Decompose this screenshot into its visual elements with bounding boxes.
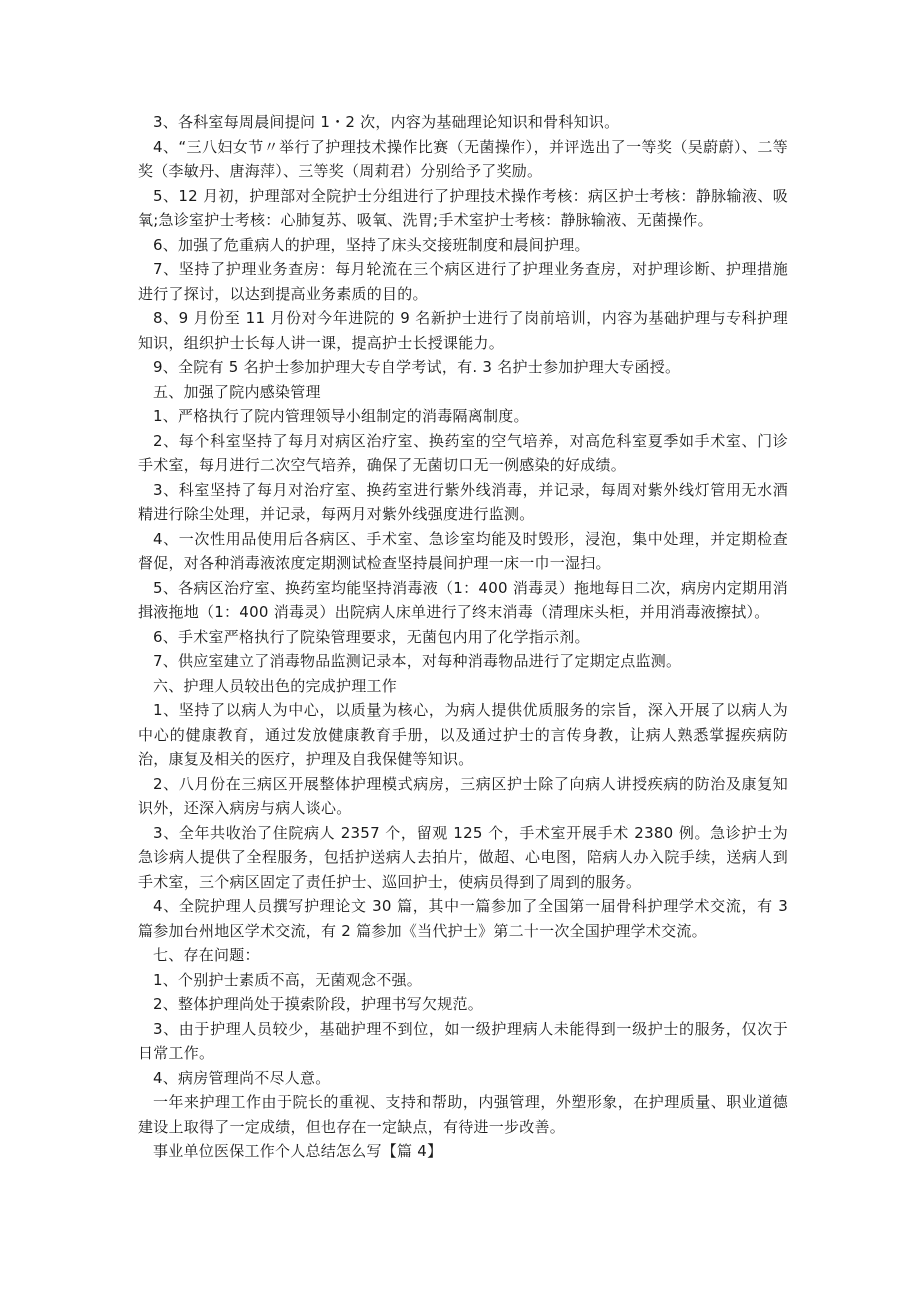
- paragraph: 9、全院有 5 名护士参加护理大专自学考试，有. 3 名护士参加护理大专函授。: [153, 358, 681, 376]
- paragraph: 5、各病区治疗室、换药室均能坚持消毒液（1：400 消毒灵）拖地每日二次，病房内定期用消揖液拖地（1：400 消毒灵）出院病人床单进行了终末消毒（清理床头柜，并用消毒液擦拭）。: [138, 578, 788, 621]
- paragraph: 1、坚持了以病人为中心，以质量为核心，为病人提供优质服务的宗旨，深入开展了以病人为中心的健康教育，通过发放健康教育手册，以及通过护士的言传身教，让病人熟悉掌握疾病防治，康复及相关的医疗，护理及自我保健等知识。: [138, 701, 788, 768]
- paragraph: 4、病房管理尚不尽人意。: [153, 1068, 331, 1087]
- paragraph: 6、手术室严格执行了院染管理要求，无菌包内用了化学指示剂。: [153, 627, 590, 646]
- paragraph: 2、每个科室坚持了每月对病区治疗室、换药室的空气培养，对高危科室夏季如手术室、门诊手术室，每月进行二次空气培养，确保了无菌切口无一例感染的好成绩。: [138, 431, 788, 474]
- paragraph: 5、12 月初，护理部对全院护士分组进行了护理技术操作考核：病区护士考核：静脉输液、吸氧;急诊室护士考核：心肺复苏、吸氧、洗胃;手术室护士考核：静脉输液、无菌操作。: [138, 186, 788, 229]
- section-heading: 五、加强了院内感染管理: [153, 382, 321, 401]
- paragraph: 4、全院护理人员撰写护理论文 30 篇，其中一篇参加了全国第一届骨科护理学术交流，有 3 篇参加台州地区学术交流，有 2 篇参加《当代护士》第二十一次全国护理学术交流。: [138, 897, 788, 940]
- paragraph: 8、9 月份至 11 月份对今年进院的 9 名新护士进行了岗前培训，内容为基础护理与专科护理知识，组织护士长每人讲一课，提高护士长授课能力。: [138, 309, 788, 352]
- paragraph: 7、坚持了护理业务查房：每月轮流在三个病区进行了护理业务查房，对护理诊断、护理措施进行了探讨，以达到提高业务素质的目的。: [138, 260, 788, 303]
- section-heading: 六、护理人员较出色的完成护理工作: [153, 676, 398, 695]
- document-body: [138, 110, 788, 1164]
- paragraph: 4、“三八妇女节〃举行了护理技术操作比赛（无菌操作），并评选出了一等奖（吴蔚蔚）、二等奖（李敏丹、唐海萍）、三等奖（周莉君）分别给予了奖励。: [138, 137, 788, 180]
- paragraph: 6、加强了危重病人的护理，坚持了床头交接班制度和晨间护理。: [153, 235, 590, 254]
- paragraph: 3、由于护理人员较少，基础护理不到位，如一级护理病人未能得到一级护士的服务，仅次于日常工作。: [138, 1019, 788, 1062]
- paragraph: 3、各科室每周晨间提问 1・2 次，内容为基础理论知识和骨科知识。: [153, 113, 620, 131]
- next-article-title: 事业单位医保工作个人总结怎么写【篇 4】: [153, 1142, 443, 1160]
- paragraph: 3、科室坚持了每月对治疗室、换药室进行紫外线消毒，并记录，每周对紫外线灯管用无水酒精进行除尘处理，并记录，每两月对紫外线强度进行监测。: [138, 480, 788, 523]
- conclusion-paragraph: 一年来护理工作由于院长的重视、支持和帮助，内强管理，外塑形象，在护理质量、职业道德建设上取得了一定成绩，但也存在一定缺点，有待进一步改善。: [138, 1093, 788, 1136]
- paragraph: 2、整体护理尚处于摸索阶段，护理书写欠规范。: [153, 995, 484, 1013]
- paragraph: 1、严格执行了院内管理领导小组制定的消毒隔离制度。: [153, 407, 529, 425]
- paragraph: 2、八月份在三病区开展整体护理模式病房，三病区护士除了向病人讲授疾病的防治及康复知识外，还深入病房与病人谈心。: [138, 774, 788, 817]
- paragraph: 1、个别护士素质不高，无菌观念不强。: [153, 970, 423, 989]
- paragraph: 4、一次性用品使用后各病区、手术室、急诊室均能及时毁形，浸泡，集中处理，并定期检查督促，对各种消毒液浓度定期测试检查坚持晨间护理一床一巾一湿扫。: [138, 529, 788, 572]
- paragraph: 7、供应室建立了消毒物品监测记录本，对每种消毒物品进行了定期定点监测。: [153, 652, 682, 670]
- paragraph: 3、全年共收治了住院病人 2357 个，留观 125 个，手术室开展手术 2380 例。急诊护士为急诊病人提供了全程服务，包括护送病人去拍片，做超、心电图，陪病人办入院手续，送病人到手术室，三个病区固定了责任护士、巡回护士，使病员得到了周到的服务。: [138, 823, 788, 891]
- section-heading: 七、存在问题：: [153, 946, 260, 964]
